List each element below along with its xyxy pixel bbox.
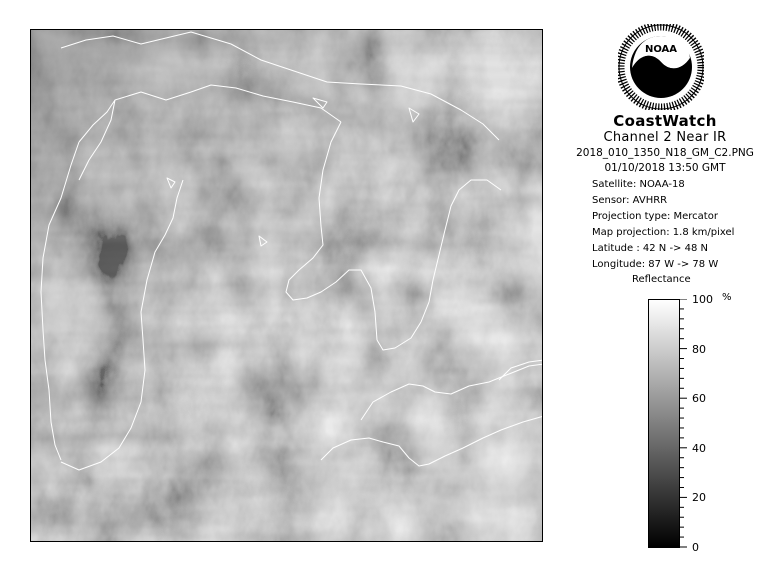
map-image	[31, 30, 543, 542]
satellite-label: Satellite: NOAA-18	[592, 179, 685, 190]
colorbar-tick-label: 60	[692, 392, 706, 406]
colorbar-tick-label: 80	[692, 342, 706, 356]
channel-subtitle: Channel 2 Near IR	[603, 130, 727, 145]
reflectance-colorbar	[648, 299, 680, 548]
longitude-range-label: Longitude: 87 W -> 78 W	[592, 259, 719, 270]
latitude-range-label: Latitude : 42 N -> 48 N	[592, 243, 708, 254]
colorbar-tick-label: 40	[692, 441, 706, 455]
legend-title: Reflectance	[632, 274, 691, 285]
colorbar-tick-label: 100	[692, 293, 713, 306]
file-name: 2018_010_1350_N18_GM_C2.PNG	[576, 147, 754, 159]
colorbar-tick-label: 20	[692, 491, 706, 505]
legend-unit: %	[722, 292, 732, 303]
projection-type-label: Projection type: Mercator	[592, 211, 718, 222]
svg-text:NOAA: NOAA	[644, 44, 678, 55]
sensor-label: Sensor: AVHRR	[592, 195, 668, 206]
colorbar-axis	[680, 299, 740, 549]
product-title: CoastWatch	[613, 112, 717, 130]
colorbar-tick-label: 0	[692, 541, 699, 554]
acquisition-datetime: 01/10/2018 13:50 GMT	[604, 162, 726, 174]
map-projection-label: Map projection: 1.8 km/pixel	[592, 227, 735, 238]
noaa-logo	[618, 24, 704, 110]
satellite-map[interactable]	[30, 29, 543, 542]
